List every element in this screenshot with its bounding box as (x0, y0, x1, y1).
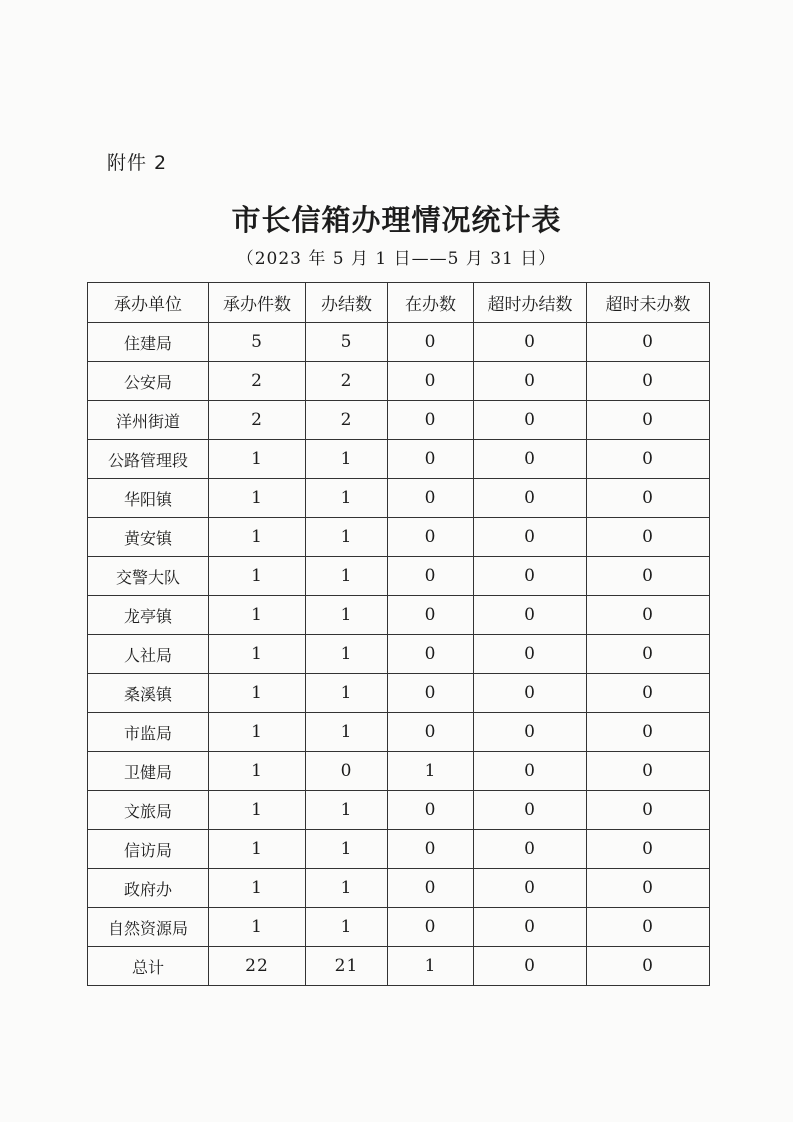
in-progress-count-cell: 0 (388, 479, 474, 518)
table-row (88, 635, 710, 674)
overdue-pending-cell: 0 (587, 323, 710, 362)
table-row (88, 713, 710, 752)
overdue-completed-cell: 0 (474, 791, 587, 830)
completed-count-cell: 1 (306, 908, 388, 947)
unit-cell: 文旅局 (88, 791, 209, 830)
overdue-pending-cell: 0 (587, 791, 710, 830)
table-row (88, 323, 710, 362)
in-progress-count-cell: 0 (388, 518, 474, 557)
assigned-count-cell: 1 (209, 635, 306, 674)
table-body (88, 323, 710, 986)
assigned-count-cell: 22 (209, 947, 306, 986)
in-progress-count-cell: 0 (388, 791, 474, 830)
completed-count-cell: 1 (306, 635, 388, 674)
total-row (88, 947, 710, 986)
header-assigned-count: 承办件数 (209, 283, 306, 323)
header-overdue-pending-count: 超时未办数 (587, 283, 710, 323)
unit-cell: 公路管理段 (88, 440, 209, 479)
unit-cell: 住建局 (88, 323, 209, 362)
in-progress-count-cell: 0 (388, 596, 474, 635)
overdue-completed-cell: 0 (474, 752, 587, 791)
header-unit: 承办单位 (88, 283, 209, 323)
unit-cell: 龙亭镇 (88, 596, 209, 635)
overdue-completed-cell: 0 (474, 557, 587, 596)
unit-cell: 公安局 (88, 362, 209, 401)
overdue-completed-cell: 0 (474, 908, 587, 947)
assigned-count-cell: 1 (209, 518, 306, 557)
table-row (88, 362, 710, 401)
table-row (88, 596, 710, 635)
completed-count-cell: 0 (306, 752, 388, 791)
assigned-count-cell: 1 (209, 713, 306, 752)
assigned-count-cell: 2 (209, 362, 306, 401)
assigned-count-cell: 1 (209, 791, 306, 830)
table-row (88, 752, 710, 791)
table-row (88, 791, 710, 830)
in-progress-count-cell: 0 (388, 908, 474, 947)
in-progress-count-cell: 0 (388, 557, 474, 596)
unit-cell: 华阳镇 (88, 479, 209, 518)
in-progress-count-cell: 0 (388, 440, 474, 479)
date-range-subtitle: （2023 年 5 月 1 日——5 月 31 日） (236, 249, 557, 269)
table-row (88, 401, 710, 440)
unit-cell: 洋州街道 (88, 401, 209, 440)
header-row (88, 283, 710, 323)
assigned-count-cell: 1 (209, 596, 306, 635)
overdue-completed-cell: 0 (474, 440, 587, 479)
overdue-pending-cell: 0 (587, 401, 710, 440)
unit-cell: 人社局 (88, 635, 209, 674)
unit-cell: 卫健局 (88, 752, 209, 791)
assigned-count-cell: 1 (209, 440, 306, 479)
overdue-completed-cell: 0 (474, 518, 587, 557)
overdue-completed-cell: 0 (474, 674, 587, 713)
assigned-count-cell: 1 (209, 908, 306, 947)
completed-count-cell: 1 (306, 674, 388, 713)
completed-count-cell: 1 (306, 518, 388, 557)
table-row (88, 869, 710, 908)
unit-cell: 自然资源局 (88, 908, 209, 947)
completed-count-cell: 1 (306, 440, 388, 479)
header-completed-count: 办结数 (306, 283, 388, 323)
overdue-completed-cell: 0 (474, 479, 587, 518)
in-progress-count-cell: 1 (388, 947, 474, 986)
overdue-pending-cell: 0 (587, 947, 710, 986)
overdue-completed-cell: 0 (474, 635, 587, 674)
table-row (88, 557, 710, 596)
in-progress-count-cell: 0 (388, 674, 474, 713)
table-row (88, 674, 710, 713)
completed-count-cell: 1 (306, 791, 388, 830)
in-progress-count-cell: 0 (388, 713, 474, 752)
completed-count-cell: 2 (306, 401, 388, 440)
overdue-pending-cell: 0 (587, 908, 710, 947)
overdue-pending-cell: 0 (587, 479, 710, 518)
in-progress-count-cell: 1 (388, 752, 474, 791)
table-header (88, 283, 710, 323)
overdue-pending-cell: 0 (587, 674, 710, 713)
table-row (88, 479, 710, 518)
unit-cell: 总计 (88, 947, 209, 986)
table-row (88, 440, 710, 479)
assigned-count-cell: 1 (209, 557, 306, 596)
attachment-label: 附件 2 (107, 152, 168, 174)
overdue-completed-cell: 0 (474, 323, 587, 362)
overdue-completed-cell: 0 (474, 401, 587, 440)
overdue-completed-cell: 0 (474, 596, 587, 635)
overdue-completed-cell: 0 (474, 830, 587, 869)
in-progress-count-cell: 0 (388, 362, 474, 401)
completed-count-cell: 21 (306, 947, 388, 986)
assigned-count-cell: 1 (209, 869, 306, 908)
unit-cell: 交警大队 (88, 557, 209, 596)
overdue-pending-cell: 0 (587, 635, 710, 674)
in-progress-count-cell: 0 (388, 323, 474, 362)
completed-count-cell: 1 (306, 830, 388, 869)
in-progress-count-cell: 0 (388, 869, 474, 908)
overdue-completed-cell: 0 (474, 713, 587, 752)
completed-count-cell: 1 (306, 713, 388, 752)
overdue-pending-cell: 0 (587, 557, 710, 596)
in-progress-count-cell: 0 (388, 830, 474, 869)
table-row (88, 518, 710, 557)
overdue-pending-cell: 0 (587, 830, 710, 869)
overdue-pending-cell: 0 (587, 752, 710, 791)
assigned-count-cell: 5 (209, 323, 306, 362)
completed-count-cell: 1 (306, 869, 388, 908)
header-in-progress-count: 在办数 (388, 283, 474, 323)
table-row (88, 908, 710, 947)
header-overdue-completed-count: 超时办结数 (474, 283, 587, 323)
in-progress-count-cell: 0 (388, 635, 474, 674)
unit-cell: 市监局 (88, 713, 209, 752)
overdue-pending-cell: 0 (587, 440, 710, 479)
unit-cell: 黄安镇 (88, 518, 209, 557)
overdue-pending-cell: 0 (587, 362, 710, 401)
page-title: 市长信箱办理情况统计表 (231, 203, 562, 237)
statistics-table (87, 282, 710, 986)
unit-cell: 桑溪镇 (88, 674, 209, 713)
assigned-count-cell: 1 (209, 674, 306, 713)
unit-cell: 政府办 (88, 869, 209, 908)
completed-count-cell: 2 (306, 362, 388, 401)
overdue-pending-cell: 0 (587, 869, 710, 908)
completed-count-cell: 5 (306, 323, 388, 362)
assigned-count-cell: 2 (209, 401, 306, 440)
assigned-count-cell: 1 (209, 830, 306, 869)
table-row (88, 830, 710, 869)
assigned-count-cell: 1 (209, 752, 306, 791)
overdue-pending-cell: 0 (587, 518, 710, 557)
overdue-completed-cell: 0 (474, 947, 587, 986)
overdue-pending-cell: 0 (587, 713, 710, 752)
overdue-pending-cell: 0 (587, 596, 710, 635)
in-progress-count-cell: 0 (388, 401, 474, 440)
assigned-count-cell: 1 (209, 479, 306, 518)
completed-count-cell: 1 (306, 596, 388, 635)
completed-count-cell: 1 (306, 557, 388, 596)
unit-cell: 信访局 (88, 830, 209, 869)
overdue-completed-cell: 0 (474, 869, 587, 908)
completed-count-cell: 1 (306, 479, 388, 518)
overdue-completed-cell: 0 (474, 362, 587, 401)
